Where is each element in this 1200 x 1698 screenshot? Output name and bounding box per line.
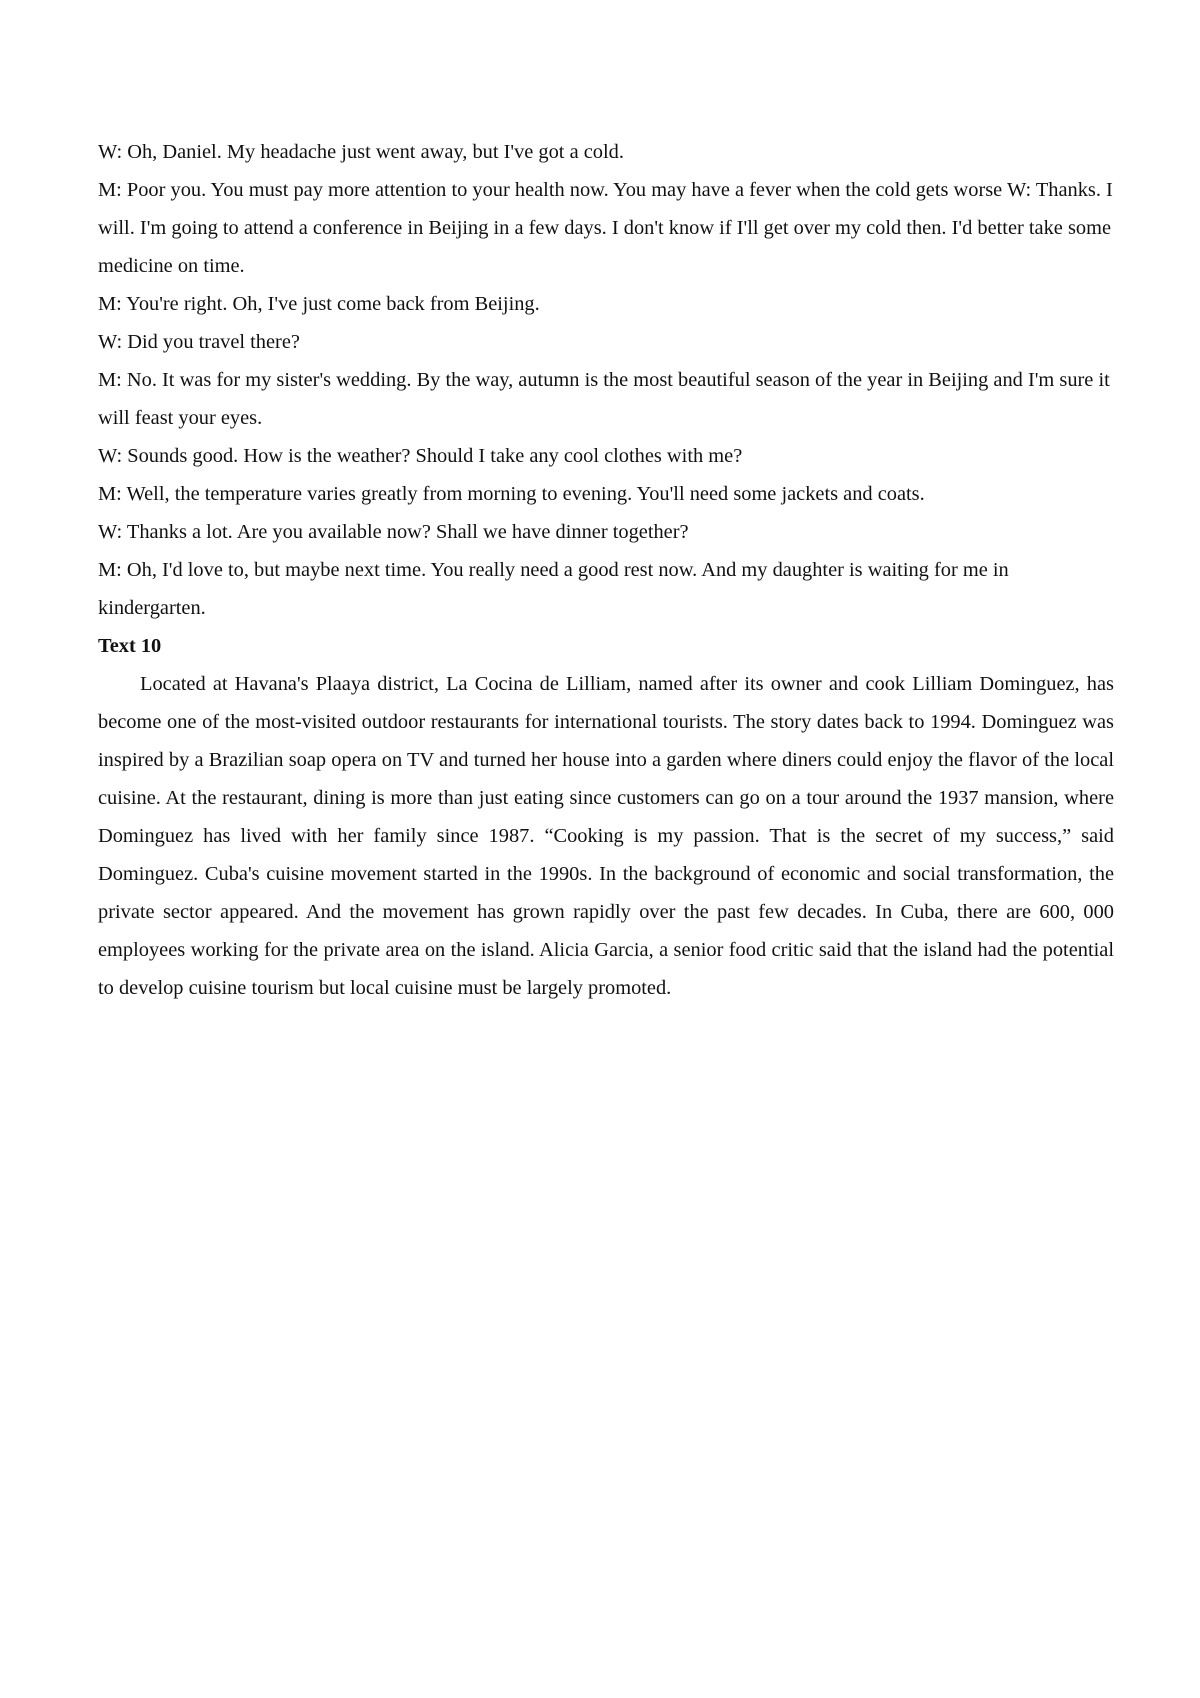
dialogue-line: M: You're right. Oh, I've just come back from Beijing. (98, 293, 540, 315)
dialogue-line: W: Oh, Daniel. My headache just went away, but I've got a cold. (98, 141, 624, 163)
dialogue-line: M: Well, the temperature varies greatly from morning to evening. You'll need some jackets and coats. (98, 483, 925, 505)
document-body (98, 133, 1114, 1007)
dialogue-line: M: Poor you. You must pay more attention to your health now. You may have a fever when the cold gets worse W: Thanks. I will. I'm going to attend a conference in Beijing in a few days. I don't know if I'll get over my cold then. I'd better take some medicine on time. (98, 179, 1113, 277)
dialogue-line: M: Oh, I'd love to, but maybe next time. You really need a good rest now. And my daughter is waiting for me in kindergarten. (98, 559, 1009, 619)
dialogue-line: M: No. It was for my sister's wedding. By the way, autumn is the most beautiful season of the year in Beijing and I'm sure it will feast your eyes. (98, 369, 1110, 429)
dialogue-line: W: Thanks a lot. Are you available now? Shall we have dinner together? (98, 521, 689, 543)
passage-paragraph: Located at Havana's Plaaya district, La Cocina de Lilliam, named after its owner and cook Lilliam Dominguez, has become one of the most-visited outdoor restaurants for international tourists. The story dates back to 1994. Dominguez was inspired by a Brazilian soap opera on TV and turned her house into a garden where diners could enjoy the flavor of the local cuisine. At the restaurant, dining is more than just eating since customers can go on a tour around the 1937 mansion, where Dominguez has lived with her family since 1987. “Cooking is my passion. That is the secret of my success,” said Dominguez. Cuba's cuisine movement started in the 1990s. In the background of economic and social transformation, the private sector appeared. And the movement has grown rapidly over the past few decades. In Cuba, there are 600, 000 employees working for the private area on the island. Alicia Garcia, a senior food critic said that the island had the potential to develop cuisine tourism but local cuisine must be largely promoted. (98, 673, 1114, 999)
dialogue-line: W: Sounds good. How is the weather? Should I take any cool clothes with me? (98, 445, 743, 467)
dialogue-line: W: Did you travel there? (98, 331, 300, 353)
section-heading: Text 10 (98, 635, 162, 657)
